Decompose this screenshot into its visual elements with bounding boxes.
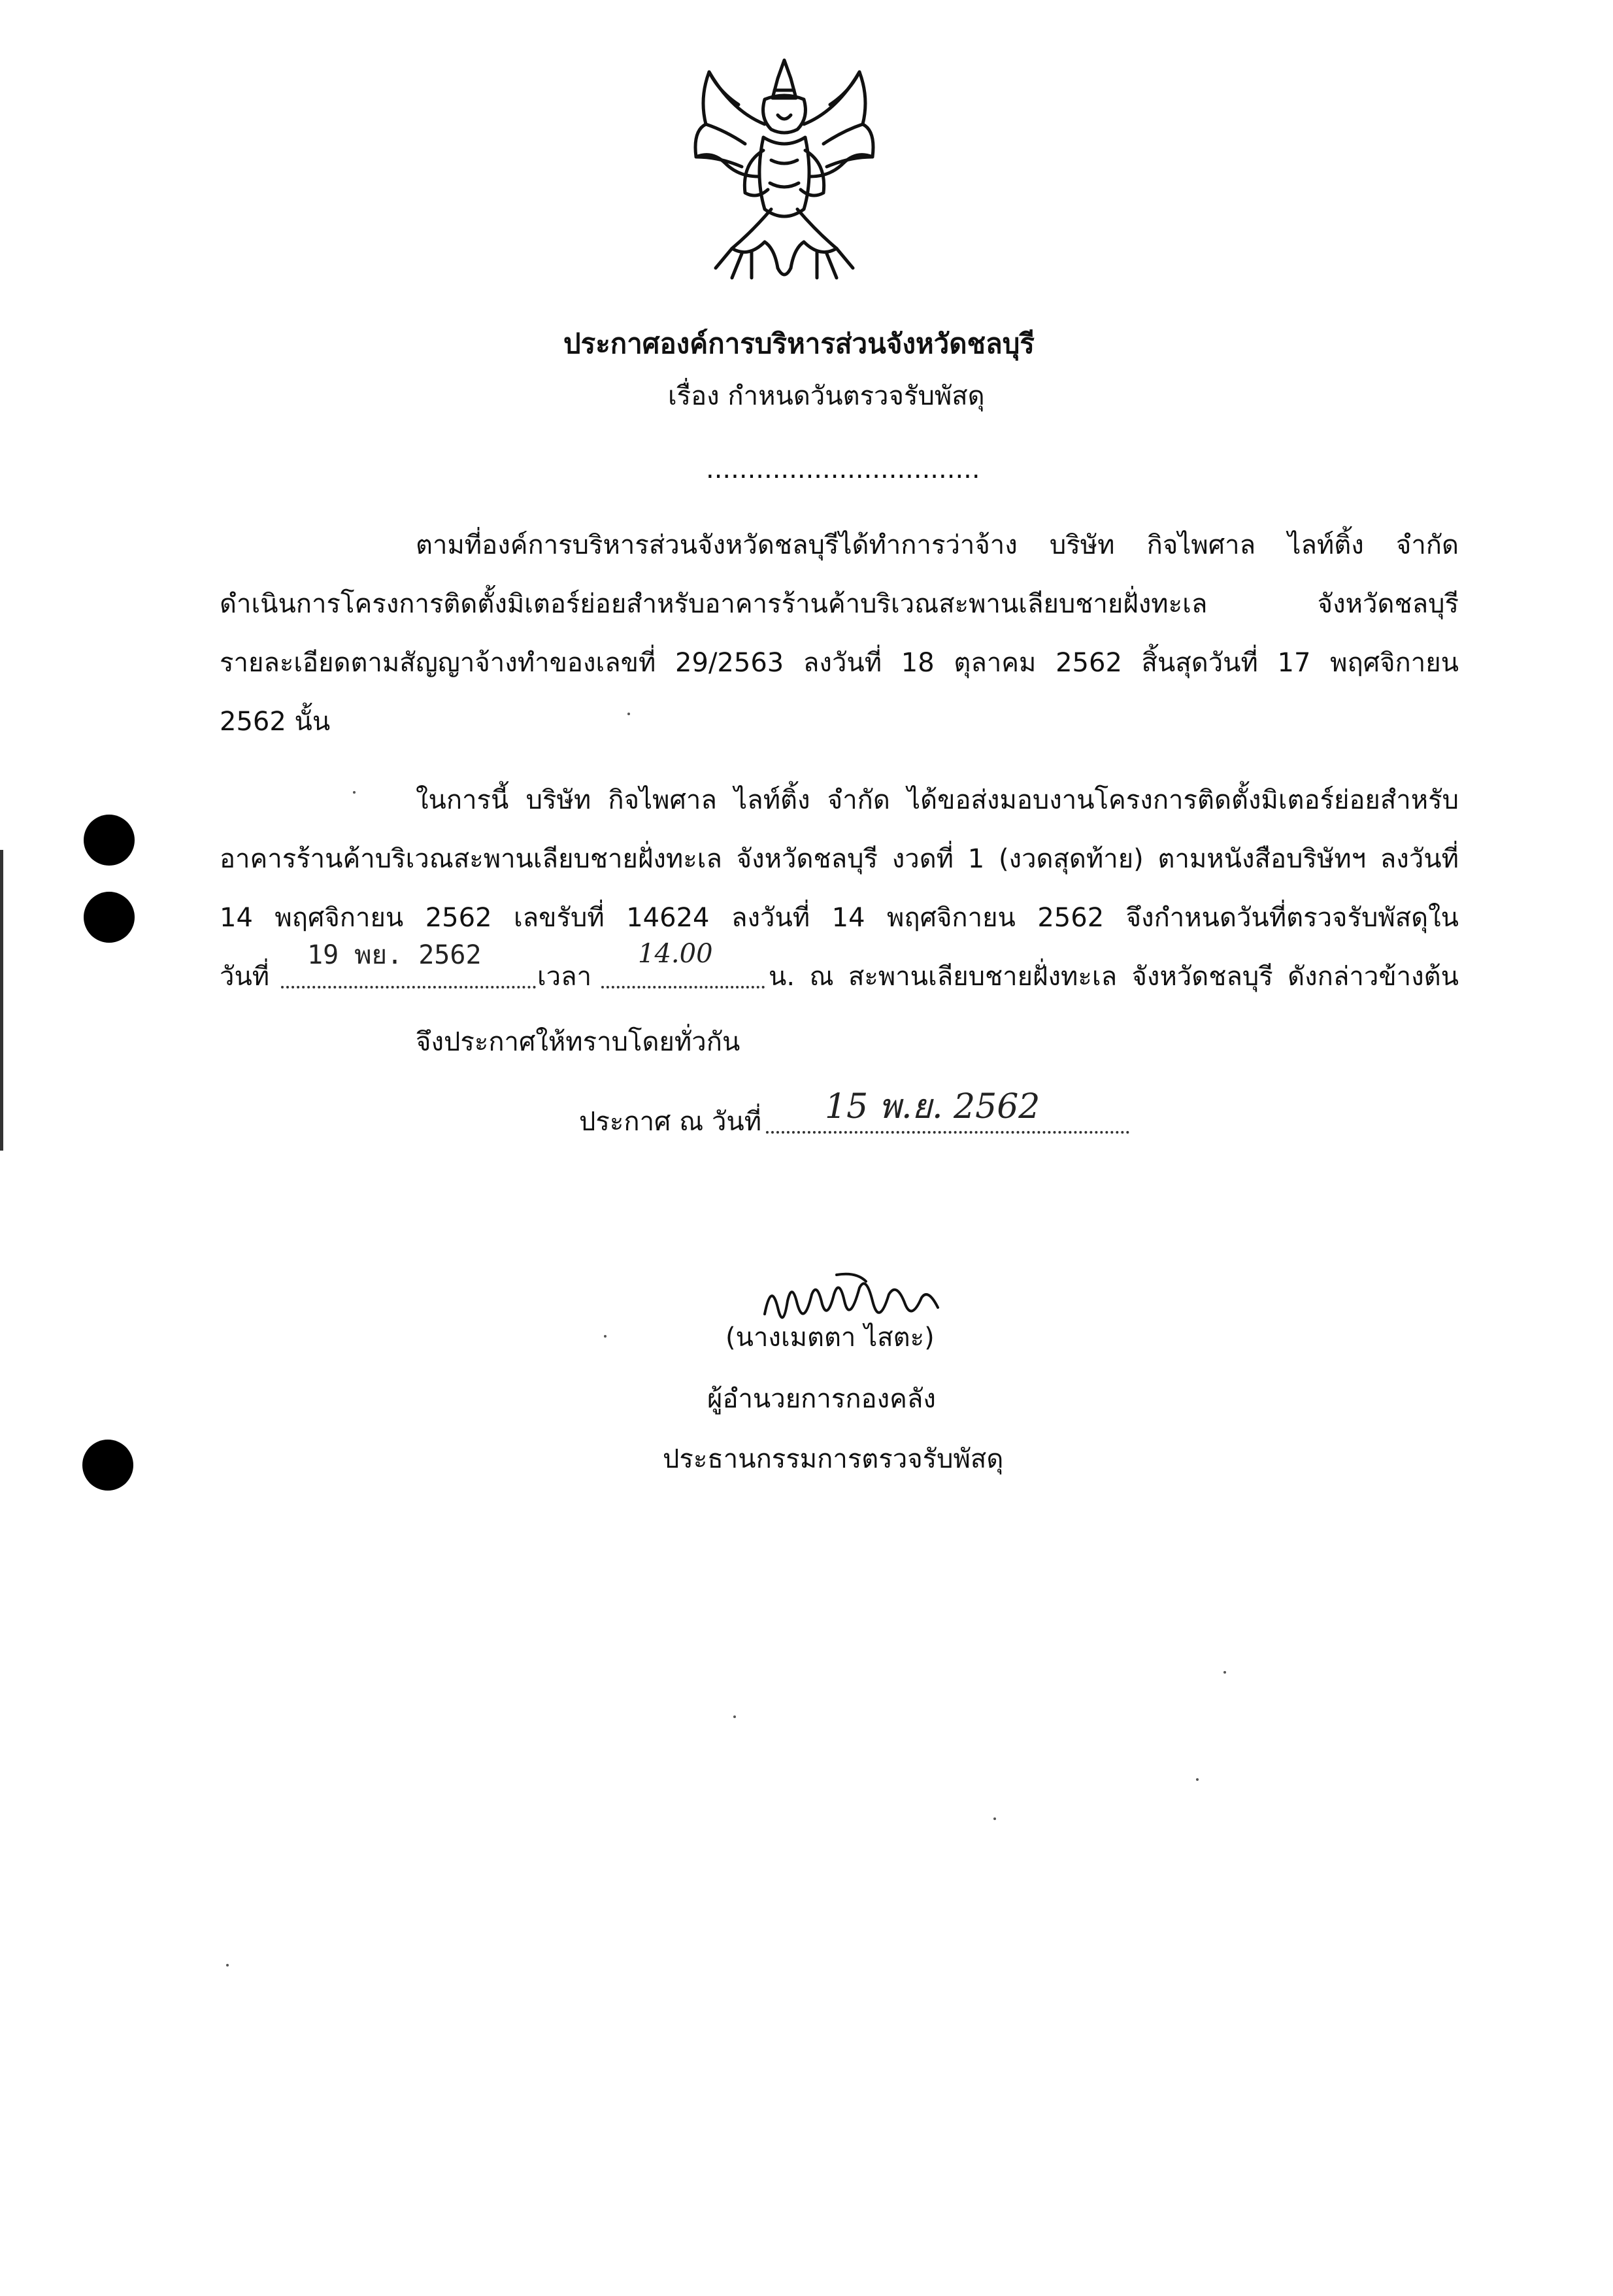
inspection-time-handwritten: 14.00 xyxy=(638,939,713,969)
punch-hole xyxy=(84,892,135,943)
punch-hole xyxy=(82,1440,133,1491)
paragraph-2-line-1: ในการนี้ บริษัท กิจไพศาล ไลท์ติ้ง จำกัด ได้ขอส่งมอบงานโครงการติดตั้งมิเตอร์ย่อยสำหรับ xyxy=(416,785,1459,815)
scan-speck xyxy=(1196,1778,1199,1781)
signatory-position-2: ประธานกรรมการตรวจรับพัสดุ xyxy=(663,1444,1004,1474)
paragraph-1-line-1: ตามที่องค์การบริหารส่วนจังหวัดชลบุรีได้ทำการว่าจ้าง บริษัท กิจไพศาล ไลท์ติ้ง จำกัด xyxy=(416,530,1459,560)
document-title: ประกาศองค์การบริหารส่วนจังหวัดชลบุรี xyxy=(563,328,1035,360)
scan-speck xyxy=(1223,1671,1226,1674)
signatory-position-1: ผู้อำนวยการกองคลัง xyxy=(707,1384,936,1414)
punch-hole xyxy=(84,815,135,866)
scan-speck xyxy=(226,1964,229,1967)
announce-date-label: ประกาศ ณ วันที่ xyxy=(579,1107,762,1137)
paragraph-1-line-3: รายละเอียดตามสัญญาจ้างทำของเลขที่ 29/2563 ลงวันที่ 18 ตุลาคม 2562 สิ้นสุดวันที่ 17 พฤศจิกายน xyxy=(220,648,1459,678)
scan-edge-line xyxy=(0,850,3,1151)
paragraph-2-line-3: 14 พฤศจิกายน 2562 เลขรับที่ 14624 ลงวันที่ 14 พฤศจิกายน 2562 จึงกำหนดวันที่ตรวจรับพัสดุใน xyxy=(220,903,1459,933)
title-separator: ................................. xyxy=(706,454,980,484)
paragraph-2-line-4-rest: น. ณ สะพานเลียบชายฝั่งทะเล จังหวัดชลบุรี ดังกล่าวข้างต้น xyxy=(769,962,1459,992)
scan-speck xyxy=(627,713,630,715)
document-subject: เรื่อง กำหนดวันตรวจรับพัสดุ xyxy=(668,381,985,411)
inspection-date-label: วันที่ xyxy=(220,962,270,992)
scan-speck xyxy=(604,1335,607,1338)
announce-date-handwritten: 15 พ.ย. 2562 xyxy=(825,1087,1040,1126)
closing-statement: จึงประกาศให้ทราบโดยทั่วกัน xyxy=(416,1027,740,1057)
paragraph-2-line-2: อาคารร้านค้าบริเวณสะพานเลียบชายฝั่งทะเล จังหวัดชลบุรี งวดที่ 1 (งวดสุดท้าย) ตามหนังสือบริษัทฯ ลงวันที่ xyxy=(220,844,1459,874)
inspection-time-label: เวลา xyxy=(537,962,592,992)
paragraph-1-line-2: ดำเนินการโครงการติดตั้งมิเตอร์ย่อยสำหรับอาคารร้านค้าบริเวณสะพานเลียบชายฝั่งทะเล จังหวัดชลบุรี xyxy=(220,589,1459,619)
scan-speck xyxy=(733,1715,736,1718)
signatory-name: (นางเมตตา ไสตะ) xyxy=(725,1323,935,1353)
garuda-emblem-icon xyxy=(680,52,889,301)
scan-speck xyxy=(993,1817,996,1820)
inspection-date-stamp: 19 พย. 2562 xyxy=(307,940,482,970)
paragraph-1-line-4: 2562 นั้น xyxy=(220,707,331,737)
scan-speck xyxy=(353,791,356,794)
